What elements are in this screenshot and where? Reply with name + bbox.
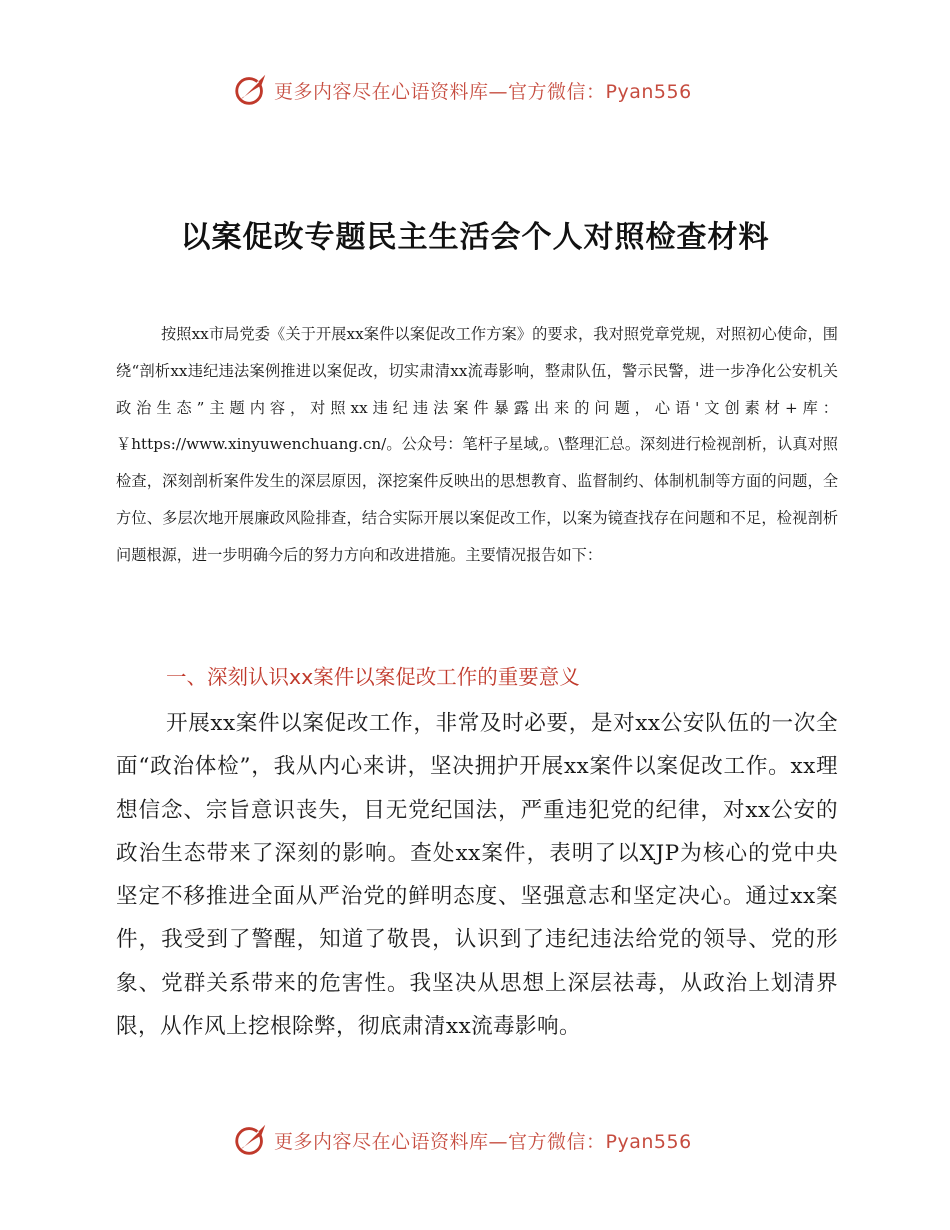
- footer-banner: [232, 1120, 712, 1160]
- quill-logo-icon: [232, 1121, 270, 1159]
- section-body: 开展xx案件以案促改工作，非常及时必要，是对xx公安队伍的一次全面“政治体检”，我从内心来讲，坚决拥护开展xx案件以案促改工作。xx理想信念、宗旨意识丧失，目无党纪国法，严重违犯党的纪律，对xx公安的政治生态带来了深刻的影响。查处xx案件，表明了以XJP为核心的党中央坚定不移推进全面从严治党的鲜明态度、坚强意志和坚定决心。通过xx案件，我受到了警醒，知道了敬畏，认识到了违纪违法给党的领导、党的形象、党群关系带来的危害性。我坚决从思想上深层祛毒，从政治上划清界限，从作风上挖根除弊，彻底肃清xx流毒影响。: [116, 711, 838, 1040]
- document-title: 以案促改专题民主生活会个人对照检查材料: [180, 220, 770, 255]
- header-banner: [232, 70, 712, 110]
- section-heading: 一、深刻认识xx案件以案促改工作的重要意义: [166, 665, 580, 689]
- header-banner-text: 更多内容尽在心语资料库—官方微信：Pyan556: [274, 80, 692, 103]
- intro-paragraph: 按照xx市局党委《关于开展xx案件以案促改工作方案》的要求，我对照党章党规，对照初心使命，围绕“剖析xx违纪违法案例推进以案促改，切实肃清xx流毒影响，整肃队伍，警示民警，进一步净化公安机关政治生态”主题内容，对照xx违纪违法案件暴露出来的问题，心语'文创素材+库：￥https://www.xinyuwenchuang.cn/。公众号：笔杆子星域,。\整理汇总。深刻进行检视剖析，认真对照检查，深刻剖析案件发生的深层原因，深挖案件反映出的思想教育、监督制约、体制机制等方面的问题，全方位、多层次地开展廉政风险排查，结合实际开展以案促改工作，以案为镜查找存在问题和不足，检视剖析问题根源，进一步明确今后的努力方向和改进措施。主要情况报告如下：: [116, 325, 838, 564]
- footer-banner-text: 更多内容尽在心语资料库—官方微信：Pyan556: [274, 1130, 692, 1153]
- quill-logo-icon: [232, 71, 270, 109]
